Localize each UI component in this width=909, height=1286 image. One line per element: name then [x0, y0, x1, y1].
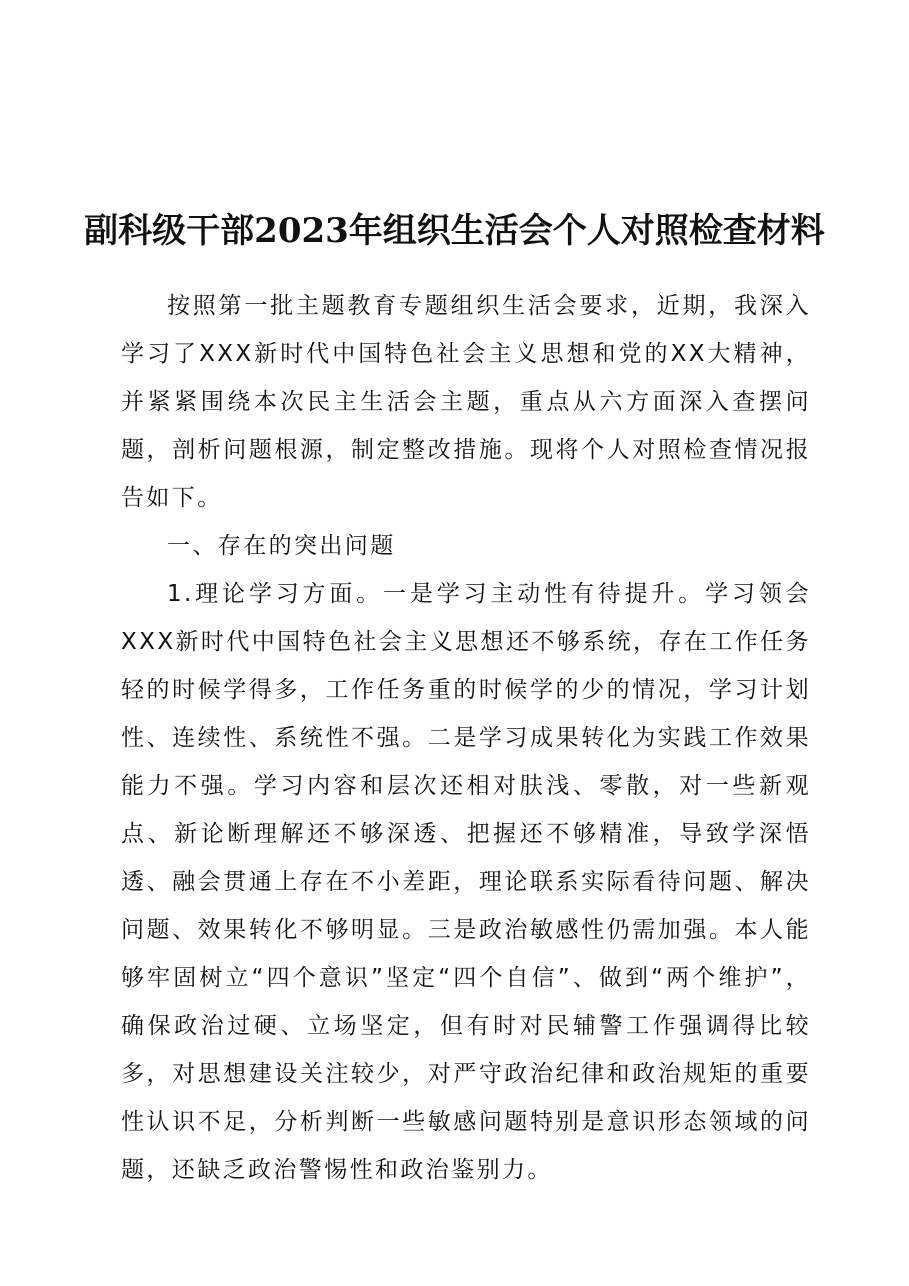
intro-paragraph: 按照第一批主题教育专题组织生活会要求，近期，我深入学习了XXX新时代中国特色社会主义思想和党的XX大精神，并紧紧围绕本次民主生活会主题，重点从六方面深入查摆问题，剖析问题根源，制定整改措施。现将个人对照检查情况报告如下。 — [121, 293, 811, 511]
document-body — [121, 282, 811, 1194]
section-heading: 一、存在的突出问题 — [167, 533, 396, 559]
theory-study-paragraph: 1.理论学习方面。一是学习主动性有待提升。学习领会XXX新时代中国特色社会主义思想还不够系统，存在工作任务轻的时候学得多，工作任务重的时候学的少的情况，学习计划性、连续性、系统性不强。二是学习成果转化为实践工作效果能力不强。学习内容和层次还相对肤浅、零散，对一些新观点、新论断理解还不够深透、把握还不够精准，导致学深悟透、融会贯通上存在不小差距，理论联系实际看待问题、解决问题、效果转化不够明显。三是政治敏感性仍需加强。本人能够牢固树立“四个意识”坚定“四个自信”、做到“两个维护”，确保政治过硬、立场坚定，但有时对民辅警工作强调得比较多，对思想建设关注较少，对严守政治纪律和政治规矩的重要性认识不足，分析判断一些敏感问题特别是意识形态领域的问题，还缺乏政治警惕性和政治鉴别力。 — [121, 581, 811, 1183]
document-title: 副科级干部2023年组织生活会个人对照检查材料 — [84, 210, 825, 251]
